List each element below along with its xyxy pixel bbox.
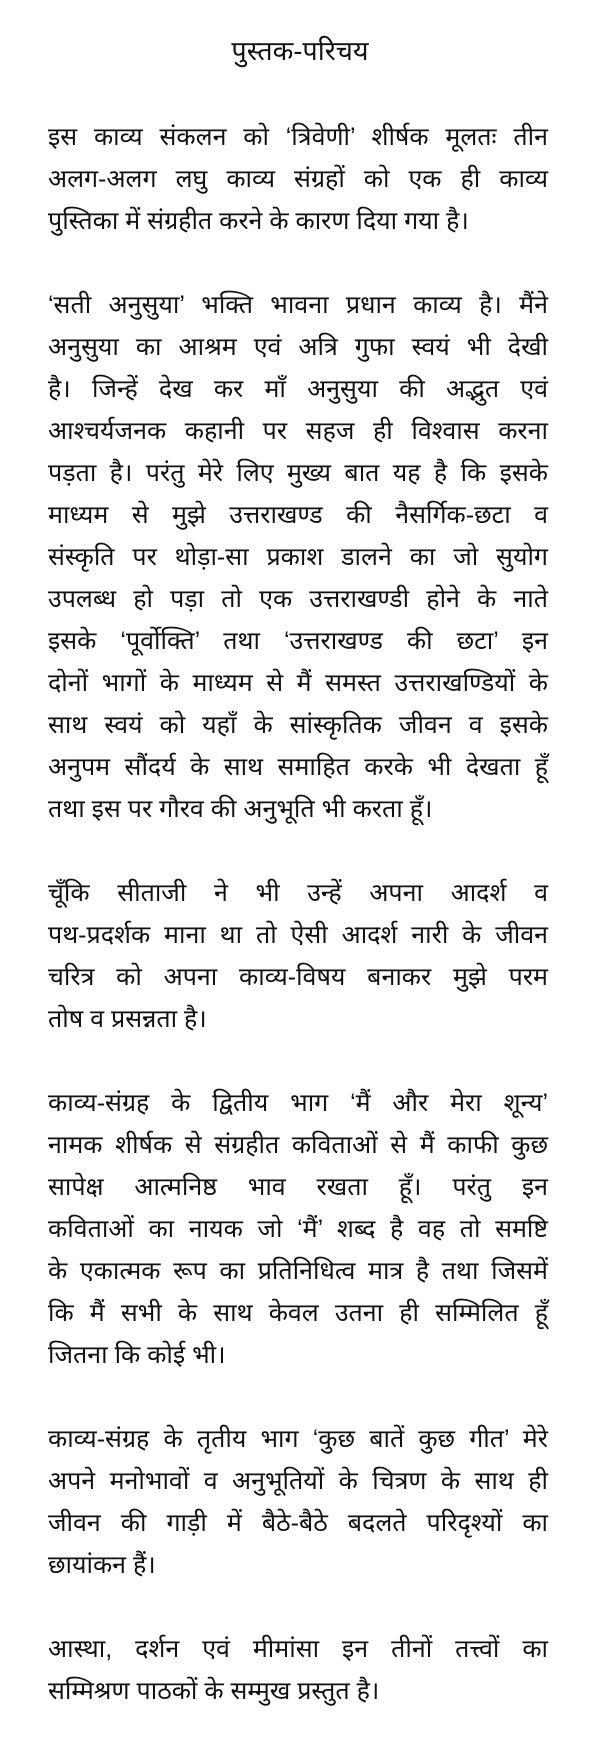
text-line: अनुपम सौंदर्य के साथ समाहित करके भी देखता हूँ — [48, 753, 548, 781]
paragraph — [48, 1628, 548, 1712]
text-line: पड़ता है। परंतु मेरे लिए मुख्य बात यह है कि इसके — [48, 459, 548, 487]
document-body — [48, 116, 548, 1754]
text-line: इस काव्य संकलन को ‘त्रिवेणी’ शीर्षक मूलतः तीन — [48, 123, 548, 151]
text-line: तथा इस पर गौरव की अनुभूति भी करता हूँ। — [48, 795, 433, 823]
text-line: संस्कृति पर थोड़ा-सा प्रकाश डालने का जो सुयोग — [48, 543, 548, 571]
text-line: के एकात्मक रूप का प्रतिनिधित्व मात्र है तथा जिसमें — [48, 1257, 548, 1285]
paragraph — [48, 1418, 548, 1586]
text-line: काव्य-संग्रह के द्वितीय भाग ‘मैं और मेरा शून्य’ — [48, 1089, 548, 1117]
text-line: सम्मिश्रण पाठकों के सम्मुख प्रस्तुत है। — [48, 1677, 380, 1705]
text-line: चरित्र को अपना काव्य-विषय बनाकर मुझे परम — [48, 963, 548, 991]
text-line: चूँकि सीताजी ने भी उन्हें अपना आदर्श व — [48, 879, 548, 907]
text-line: दोनों भागों के माध्यम से मैं समस्त उत्तराखण्डियों के — [48, 669, 548, 697]
paragraph — [48, 872, 548, 1040]
text-line: आस्था, दर्शन एवं मीमांसा इन तीनों तत्त्वों का — [48, 1635, 548, 1663]
paragraph — [48, 1082, 548, 1376]
text-line: काव्य-संग्रह के तृतीय भाग ‘कुछ बातें कुछ गीत’ मेरे — [48, 1425, 548, 1453]
text-line: अनुसुया का आश्रम एवं अत्रि गुफा स्वयं भी देखी — [48, 333, 548, 361]
text-line: पथ-प्रदर्शक माना था तो ऐसी आदर्श नारी के जीवन — [48, 921, 548, 949]
text-line: तोष व प्रसन्नता है। — [48, 1005, 207, 1033]
paragraph — [48, 284, 548, 830]
text-line: साथ स्वयं को यहाँ के सांस्कृतिक जीवन व इसके — [48, 711, 548, 739]
text-line: है। जिन्हें देख कर माँ अनुसुया की अद्भुत एवं — [48, 375, 548, 403]
text-line: आश्चर्यजनक कहानी पर सहज ही विश्वास करना — [48, 417, 548, 445]
text-line: छायांकन हैं। — [48, 1551, 156, 1579]
text-line: इसके ‘पूर्वोक्ति’ तथा ‘उत्तराखण्ड की छटा’ इन — [48, 627, 548, 655]
page-title: पुस्तक-परिचय — [231, 36, 369, 66]
text-line: कविताओं का नायक जो ‘मैं’ शब्द है वह तो समष्टि — [48, 1215, 548, 1243]
text-line: पुस्तिका में संग्रहीत करने के कारण दिया गया है। — [48, 207, 469, 235]
text-line: कि मैं सभी के साथ केवल उतना ही सम्मिलित हूँ — [48, 1299, 548, 1327]
text-line: नामक शीर्षक से संग्रहीत कविताओं से मैं काफी कुछ — [48, 1131, 548, 1159]
text-line: जीवन की गाड़ी में बैठे-बैठे बदलते परिदृश्यों का — [48, 1509, 548, 1537]
text-line: माध्यम से मुझे उत्तराखण्ड की नैसर्गिक-छटा व — [48, 501, 548, 529]
text-line: अपने मनोभावों व अनुभूतियों के चित्रण के साथ ही — [48, 1467, 548, 1495]
text-line: सापेक्ष आत्मनिष्ठ भाव रखता हूँ। परंतु इन — [48, 1173, 548, 1201]
text-line: उपलब्ध हो पड़ा तो एक उत्तराखण्डी होने के नाते — [48, 585, 548, 613]
paragraph — [48, 116, 548, 242]
text-line: जितना कि कोई भी। — [48, 1341, 226, 1369]
text-line: अलग-अलग लघु काव्य संग्रहों को एक ही काव्य — [48, 165, 548, 193]
text-line: ‘सती अनुसुया’ भक्ति भावना प्रधान काव्य है। मैंने — [48, 291, 548, 319]
